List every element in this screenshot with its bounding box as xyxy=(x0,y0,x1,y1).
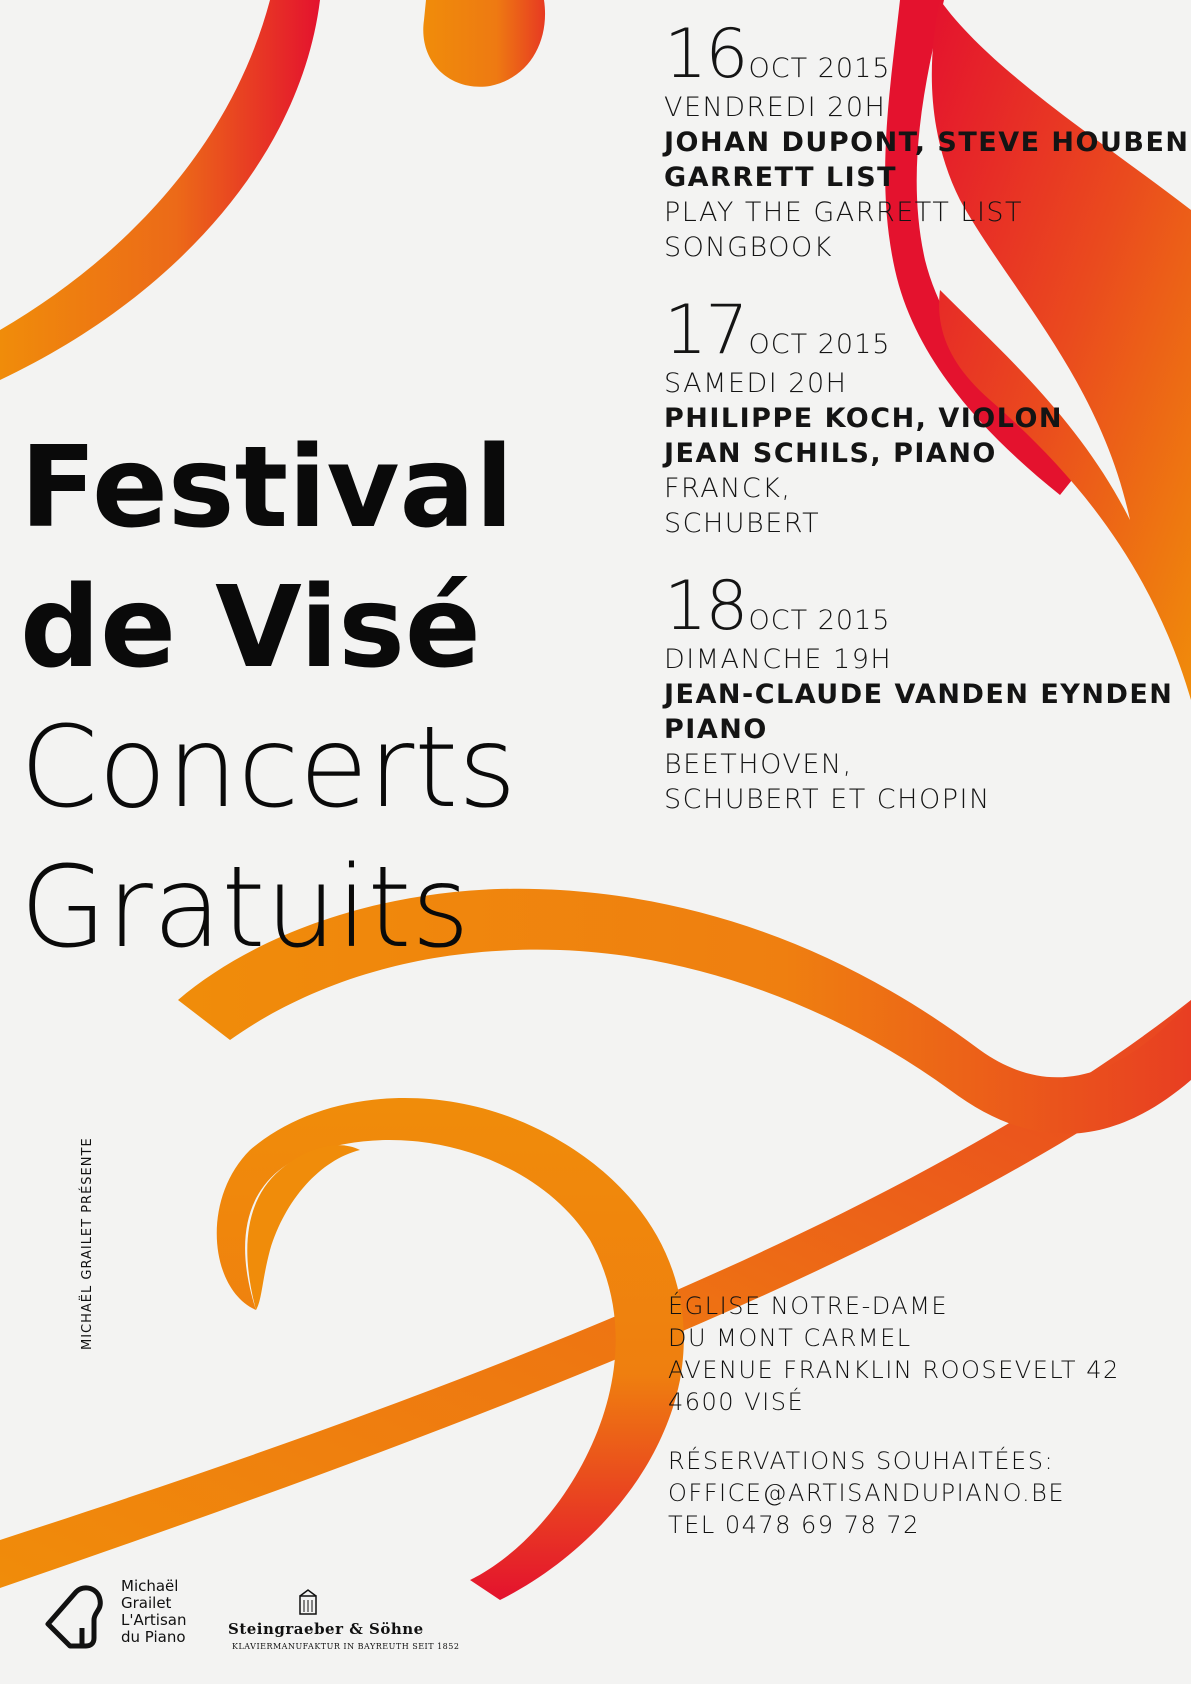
reservations-email: OFFICE@ARTISANDUPIANO.BE xyxy=(668,1479,1066,1507)
event-day: 17 xyxy=(664,291,747,370)
event-day: 16 xyxy=(664,15,747,94)
venue-line: AVENUE FRANKLIN ROOSEVELT 42 xyxy=(668,1356,1120,1384)
event-date xyxy=(664,291,1174,370)
event-2 xyxy=(664,291,1174,572)
event-performer: JEAN SCHILS, PIANO xyxy=(664,438,997,469)
event-performer: GARRETT LIST xyxy=(664,162,898,193)
piano-outline-icon xyxy=(40,1582,110,1652)
venue-line: DU MONT CARMEL xyxy=(668,1324,912,1352)
reservations-info xyxy=(668,1445,1065,1541)
sponsor-steingraeber-name: Steingraeber & Söhne xyxy=(228,1620,424,1638)
event-3 xyxy=(664,567,1174,848)
top-dot xyxy=(423,0,545,87)
event-performer: JEAN-CLAUDE VANDEN EYNDEN xyxy=(664,679,1174,710)
event-month-year: OCT 2015 xyxy=(748,53,891,84)
event-program: SONGBOOK xyxy=(664,232,833,263)
sponsor-steingraeber-subtitle: KLAVIERMANUFAKTUR IN BAYREUTH SEIT 1852 xyxy=(232,1642,460,1651)
top-left-band xyxy=(0,0,320,380)
event-program: SCHUBERT ET CHOPIN xyxy=(664,784,991,815)
sponsor-line: Grailet xyxy=(121,1594,172,1612)
event-performer: JOHAN DUPONT, STEVE HOUBEN xyxy=(664,127,1190,158)
title-line-3: Concerts xyxy=(20,703,517,833)
event-time: DIMANCHE 19H xyxy=(664,644,893,675)
sponsor-artisan-logo-text xyxy=(121,1578,186,1646)
venue-address xyxy=(668,1290,1120,1418)
event-month-year: OCT 2015 xyxy=(748,605,891,636)
event-performer: PIANO xyxy=(664,714,768,745)
venue-line: ÉGLISE NOTRE-DAME xyxy=(668,1292,949,1320)
event-date xyxy=(664,567,1174,646)
title-line-4: Gratuits xyxy=(20,843,470,973)
venue-line: 4600 VISÉ xyxy=(668,1388,805,1416)
event-performer: PHILIPPE KOCH, VIOLON xyxy=(664,403,1064,434)
event-program: FRANCK, xyxy=(664,473,792,504)
event-month-year: OCT 2015 xyxy=(748,329,891,360)
sponsor-line: du Piano xyxy=(121,1628,186,1646)
crest-icon xyxy=(297,1588,319,1616)
event-day: 18 xyxy=(664,567,747,646)
event-time: VENDREDI 20H xyxy=(664,92,887,123)
event-list xyxy=(664,15,1190,848)
event-1 xyxy=(664,15,1190,296)
sponsor-line: Michaël xyxy=(121,1577,179,1595)
reservations-phone: TEL 0478 69 78 72 xyxy=(668,1511,920,1539)
festival-title xyxy=(20,418,517,978)
event-program: SCHUBERT xyxy=(664,508,821,539)
event-date xyxy=(664,15,1174,94)
title-line-1: Festival xyxy=(20,423,514,553)
event-program: BEETHOVEN, xyxy=(664,749,853,780)
event-program: PLAY THE GARRETT LIST xyxy=(664,197,1024,228)
presenter-credit: MICHAËL GRAILET PRÉSENTE xyxy=(80,1137,95,1350)
sponsor-line: L'Artisan xyxy=(121,1611,187,1629)
title-line-2: de Visé xyxy=(20,563,481,693)
event-time: SAMEDI 20H xyxy=(664,368,848,399)
reservations-heading: RÉSERVATIONS SOUHAITÉES: xyxy=(668,1447,1055,1475)
